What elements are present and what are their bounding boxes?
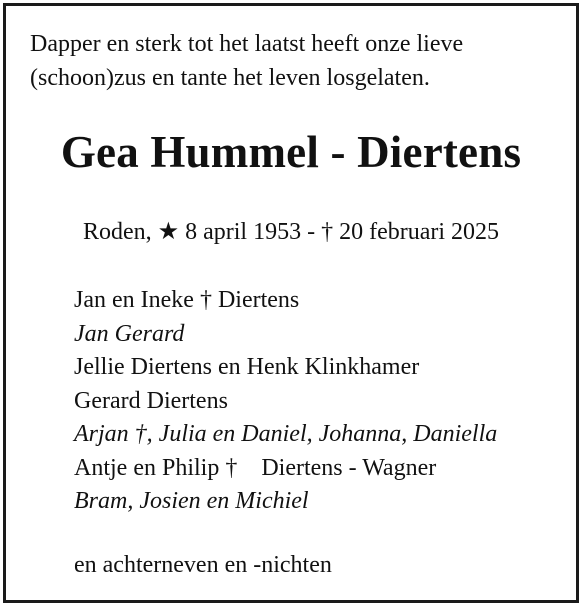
family-line: Gerard Diertens (74, 387, 228, 414)
family-line: Jellie Diertens en Henk Klinkhamer (74, 354, 420, 380)
family-list (74, 284, 497, 519)
intro-text: Dapper en sterk tot het laatst heeft onze lieve (schoon)zus en tante het leven losgelaten. (30, 31, 464, 91)
deceased-name: Gea Hummel - Diertens (60, 127, 522, 177)
family-line: Arjan †, Julia en Daniel, Johanna, Daniella (74, 421, 498, 447)
family-line: Antje en Philip † Diertens - Wagner (74, 454, 437, 481)
closing-line: en achterneven en -nichten (74, 552, 332, 578)
family-line: Jan Gerard (74, 320, 185, 347)
family-line: Jan en Ineke † Diertens (74, 287, 300, 313)
family-line: Bram, Josien en Michiel (74, 488, 309, 514)
birth-death-dates: Roden, ★ 8 april 1953 - † 20 februari 2025 (82, 219, 500, 245)
